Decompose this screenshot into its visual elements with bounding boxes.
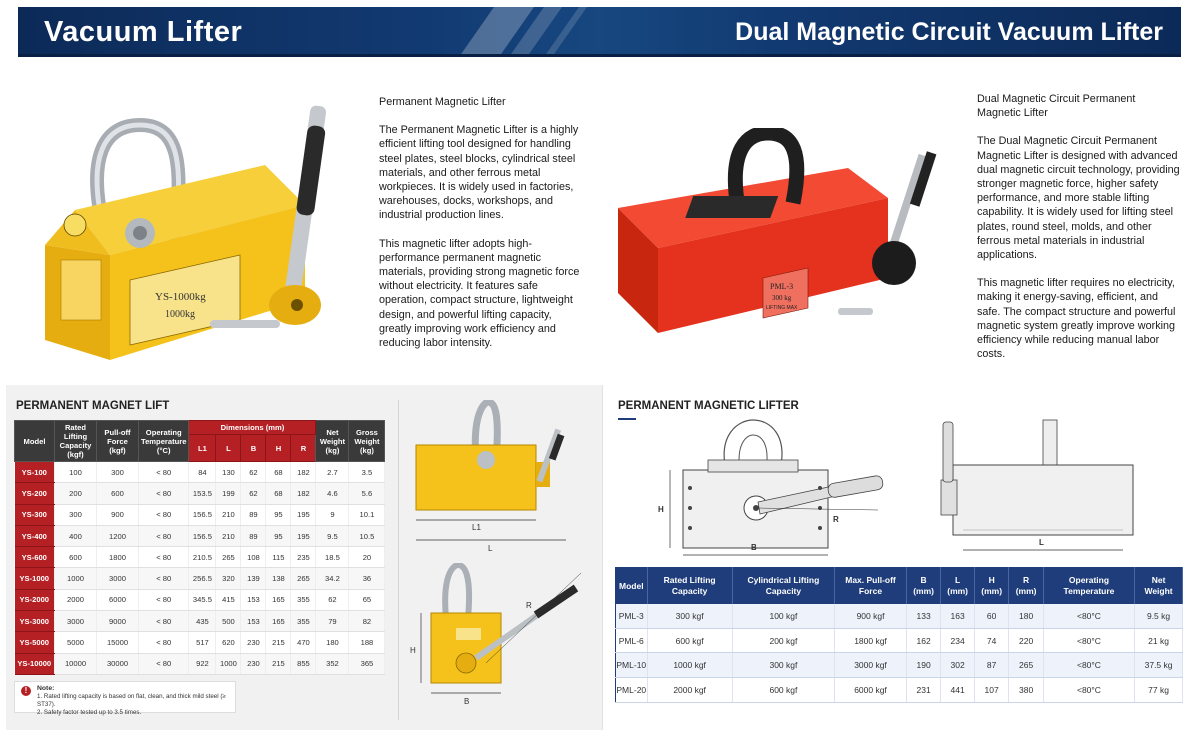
table-cell: 68 bbox=[266, 483, 291, 504]
table-cell: 165 bbox=[266, 611, 291, 632]
table-cell: 200 bbox=[55, 483, 97, 504]
col-header: Rated Lifting Capacity bbox=[647, 568, 732, 604]
col-header-h: H bbox=[266, 435, 291, 462]
table-cell: 195 bbox=[291, 504, 316, 525]
table-cell: <80°C bbox=[1043, 604, 1134, 629]
left-product-paragraph-1: The Permanent Magnetic Lifter is a highly efficient lifting tool designed for handling steel plates, steel blocks, cylindrical steel materials, and other ferrous metal workpieces. It is widely used in factories, warehouses, docks, workshops, and industrial production lines. bbox=[379, 124, 579, 222]
table-cell: 320 bbox=[216, 568, 241, 589]
yellow-magnetic-lifter-image bbox=[35, 95, 345, 370]
table-cell: 355 bbox=[291, 611, 316, 632]
model-cell: YS-5000 bbox=[15, 632, 55, 653]
table-cell: 230 bbox=[241, 653, 266, 674]
table-cell: 6000 bbox=[97, 589, 139, 610]
table-cell: 265 bbox=[216, 547, 241, 568]
table-cell: 9 bbox=[316, 504, 349, 525]
table-cell: < 80 bbox=[139, 611, 189, 632]
table-cell: 435 bbox=[189, 611, 216, 632]
table-cell: < 80 bbox=[139, 504, 189, 525]
table-cell: 156.5 bbox=[189, 504, 216, 525]
table-cell: 415 bbox=[216, 589, 241, 610]
table-cell: 441 bbox=[941, 678, 975, 703]
table-cell: 10000 bbox=[55, 653, 97, 674]
model-cell: YS-300 bbox=[15, 504, 55, 525]
table-cell: 1000 kgf bbox=[647, 653, 732, 678]
table-cell: 37.5 kg bbox=[1135, 653, 1183, 678]
ys-spec-panel bbox=[6, 385, 602, 730]
table-cell: 500 bbox=[216, 611, 241, 632]
warning-icon: ! bbox=[21, 686, 31, 696]
table-cell: < 80 bbox=[139, 462, 189, 483]
table-cell: 215 bbox=[266, 632, 291, 653]
table-cell: 3000 bbox=[55, 611, 97, 632]
panel-divider bbox=[398, 400, 399, 720]
table-cell: 180 bbox=[316, 632, 349, 653]
table-cell: 355 bbox=[291, 589, 316, 610]
table-cell: 95 bbox=[266, 504, 291, 525]
model-cell: YS-100 bbox=[15, 462, 55, 483]
table-cell: 77 kg bbox=[1135, 678, 1183, 703]
table-row bbox=[15, 462, 385, 483]
table-cell: < 80 bbox=[139, 525, 189, 546]
left-product-paragraph-2: This magnetic lifter adopts high-performance permanent magnetic materials, providing strong magnetic force without electricity. It features safe operation, compact structure, lightweight design, and powerful lifting capacity, greatly improving work efficiency and reducing labor intensity. bbox=[379, 237, 580, 350]
table-cell: 115 bbox=[266, 547, 291, 568]
table-cell: 6000 kgf bbox=[835, 678, 907, 703]
table-cell: 365 bbox=[349, 653, 385, 674]
table-cell: <80°C bbox=[1043, 653, 1134, 678]
table-cell: < 80 bbox=[139, 589, 189, 610]
table-cell: 89 bbox=[241, 525, 266, 546]
table-cell: 600 bbox=[97, 483, 139, 504]
col-header-l: L bbox=[216, 435, 241, 462]
col-header: H (mm) bbox=[974, 568, 1008, 604]
table-cell: 163 bbox=[941, 604, 975, 629]
col-header: Cylindrical Lifting Capacity bbox=[732, 568, 834, 604]
model-cell: PML-20 bbox=[616, 678, 648, 703]
col-header-temp: Operating Temperature (°C) bbox=[139, 421, 189, 462]
table-cell: 2.7 bbox=[316, 462, 349, 483]
table-cell: 300 bbox=[97, 462, 139, 483]
table-cell: 265 bbox=[291, 568, 316, 589]
table-cell: 34.2 bbox=[316, 568, 349, 589]
header-banner bbox=[18, 7, 1181, 57]
table-cell: 235 bbox=[291, 547, 316, 568]
pml-dimension-diagram-front bbox=[648, 410, 908, 560]
table-row bbox=[15, 611, 385, 632]
table-cell: 900 bbox=[97, 504, 139, 525]
right-product-paragraph-1: The Dual Magnetic Circuit Permanent Magnetic Lifter is designed with advanced dual magnetic circuit technology, providing stronger magnetic force, higher safety performance, and more stable lifting capability. It is widely used for lifting steel plates, round steel, molds, and other ferrous metal materials in industrial applications. bbox=[977, 135, 1180, 262]
pml-dimension-diagram-side bbox=[933, 410, 1143, 560]
table-cell: 15000 bbox=[97, 632, 139, 653]
table-cell: 600 kgf bbox=[647, 628, 732, 653]
table-cell: 600 bbox=[55, 547, 97, 568]
col-header-model: Model bbox=[15, 421, 55, 462]
yellow-label-sub: 1000kg bbox=[165, 309, 195, 320]
table-cell: 180 bbox=[1009, 604, 1043, 629]
table-cell: 922 bbox=[189, 653, 216, 674]
table-cell: 95 bbox=[266, 525, 291, 546]
banner-right-title: Dual Magnetic Circuit Vacuum Lifter bbox=[735, 18, 1163, 46]
table-cell: 18.5 bbox=[316, 547, 349, 568]
table-cell: 2000 kgf bbox=[647, 678, 732, 703]
table-cell: 153 bbox=[241, 611, 266, 632]
red-label-sub: 300 kg bbox=[772, 294, 792, 302]
col-header: L (mm) bbox=[941, 568, 975, 604]
table-row bbox=[15, 504, 385, 525]
col-header-b: B bbox=[241, 435, 266, 462]
col-header-rated: Rated Lifting Capacity (kgf) bbox=[55, 421, 97, 462]
note-line-2: 2. Safety factor tested up to 3.5 times. bbox=[37, 709, 142, 716]
table-cell: <80°C bbox=[1043, 678, 1134, 703]
table-cell: 21 kg bbox=[1135, 628, 1183, 653]
col-header-pull: Pull-off Force (kgf) bbox=[97, 421, 139, 462]
yellow-label-main: YS-1000kg bbox=[155, 291, 206, 303]
table-cell: 165 bbox=[266, 589, 291, 610]
note-line-1: 1. Rated lifting capacity is based on flat, clean, and thick mild steel (≥ ST37). bbox=[37, 693, 226, 708]
table-cell: 855 bbox=[291, 653, 316, 674]
table-row bbox=[15, 483, 385, 504]
col-header: R (mm) bbox=[1009, 568, 1043, 604]
table-row bbox=[15, 525, 385, 546]
table-cell: 200 kgf bbox=[732, 628, 834, 653]
col-header-gross: Gross Weight (kg) bbox=[349, 421, 385, 462]
table-cell: 89 bbox=[241, 504, 266, 525]
table-cell: 231 bbox=[906, 678, 940, 703]
model-cell: PML-6 bbox=[616, 628, 648, 653]
table-cell: 210 bbox=[216, 525, 241, 546]
col-header: Net Weight bbox=[1135, 568, 1183, 604]
table-cell: 108 bbox=[241, 547, 266, 568]
table-cell: 352 bbox=[316, 653, 349, 674]
ys-spec-table bbox=[14, 420, 385, 675]
table-cell: 210 bbox=[216, 504, 241, 525]
table-cell: 199 bbox=[216, 483, 241, 504]
table-cell: 162 bbox=[906, 628, 940, 653]
table-cell: 302 bbox=[941, 653, 975, 678]
table-row bbox=[616, 653, 1183, 678]
col-header-r: R bbox=[291, 435, 316, 462]
table-cell: 74 bbox=[974, 628, 1008, 653]
note-title: Note: bbox=[37, 685, 55, 692]
col-header-dimensions: Dimensions (mm) bbox=[189, 421, 316, 435]
table-cell: 9.5 bbox=[316, 525, 349, 546]
table-row bbox=[15, 568, 385, 589]
table-cell: 62 bbox=[316, 589, 349, 610]
model-cell: YS-3000 bbox=[15, 611, 55, 632]
table-cell: 182 bbox=[291, 462, 316, 483]
table-cell: 195 bbox=[291, 525, 316, 546]
table-cell: 36 bbox=[349, 568, 385, 589]
title-underline bbox=[618, 418, 636, 420]
red-label-main: PML-3 bbox=[770, 282, 794, 291]
table-row bbox=[15, 547, 385, 568]
table-cell: 153.5 bbox=[189, 483, 216, 504]
red-magnetic-lifter-image bbox=[598, 128, 938, 338]
col-header: B (mm) bbox=[906, 568, 940, 604]
table-row bbox=[15, 589, 385, 610]
right-product-description bbox=[977, 92, 1182, 375]
col-header-net: Net Weight (kg) bbox=[316, 421, 349, 462]
diagram-label-h: H bbox=[410, 646, 416, 655]
table-cell: 345.5 bbox=[189, 589, 216, 610]
table-cell: 1000 bbox=[55, 568, 97, 589]
table-cell: 153 bbox=[241, 589, 266, 610]
table-cell: 5.6 bbox=[349, 483, 385, 504]
table-cell: 256.5 bbox=[189, 568, 216, 589]
table-cell: 100 bbox=[55, 462, 97, 483]
model-cell: YS-1000 bbox=[15, 568, 55, 589]
ys-dimension-diagram-front bbox=[406, 400, 596, 555]
table-cell: 5000 bbox=[55, 632, 97, 653]
table-cell: < 80 bbox=[139, 653, 189, 674]
pml-spec-table bbox=[615, 567, 1183, 703]
table-cell: 4.6 bbox=[316, 483, 349, 504]
table-cell: 2000 bbox=[55, 589, 97, 610]
table-cell: 3000 bbox=[97, 568, 139, 589]
table-cell: 300 kgf bbox=[732, 653, 834, 678]
pml-spec-panel bbox=[602, 385, 1196, 730]
table-cell: 9.5 kg bbox=[1135, 604, 1183, 629]
table-cell: 30000 bbox=[97, 653, 139, 674]
table-cell: 1800 kgf bbox=[835, 628, 907, 653]
table-cell: 20 bbox=[349, 547, 385, 568]
model-cell: PML-3 bbox=[616, 604, 648, 629]
table-cell: < 80 bbox=[139, 547, 189, 568]
table-cell: 130 bbox=[216, 462, 241, 483]
left-product-heading: Permanent Magnetic Lifter bbox=[379, 96, 506, 108]
table-cell: 10.5 bbox=[349, 525, 385, 546]
table-cell: 188 bbox=[349, 632, 385, 653]
pml-spec-title: PERMANENT MAGNETIC LIFTER bbox=[618, 400, 799, 412]
right-product-heading: Dual Magnetic Circuit Permanent Magnetic Lifter bbox=[977, 93, 1136, 120]
col-header: Model bbox=[616, 568, 648, 604]
table-cell: < 80 bbox=[139, 483, 189, 504]
diagram-label-l1: L1 bbox=[472, 523, 481, 532]
table-cell: 100 kgf bbox=[732, 604, 834, 629]
table-cell: 1000 bbox=[216, 653, 241, 674]
red-label-small: LIFTING MAX bbox=[766, 305, 798, 311]
model-cell: PML-10 bbox=[616, 653, 648, 678]
pml-diagram-label-b: B bbox=[751, 543, 757, 552]
table-cell: 87 bbox=[974, 653, 1008, 678]
pml-diagram-label-r: R bbox=[833, 515, 839, 524]
table-cell: 265 bbox=[1009, 653, 1043, 678]
table-cell: 517 bbox=[189, 632, 216, 653]
model-cell: YS-200 bbox=[15, 483, 55, 504]
table-cell: 234 bbox=[941, 628, 975, 653]
table-cell: 210.5 bbox=[189, 547, 216, 568]
table-cell: < 80 bbox=[139, 568, 189, 589]
diagram-label-l: L bbox=[488, 544, 493, 553]
model-cell: YS-10000 bbox=[15, 653, 55, 674]
ys-dimension-diagram-side bbox=[406, 563, 596, 708]
col-header: Operating Temperature bbox=[1043, 568, 1134, 604]
diagram-label-b: B bbox=[464, 697, 470, 706]
table-cell: 3000 kgf bbox=[835, 653, 907, 678]
table-cell: < 80 bbox=[139, 632, 189, 653]
table-cell: 620 bbox=[216, 632, 241, 653]
table-cell: 156.5 bbox=[189, 525, 216, 546]
diagram-label-r: R bbox=[526, 601, 532, 610]
table-row bbox=[15, 632, 385, 653]
table-row bbox=[616, 628, 1183, 653]
table-cell: 133 bbox=[906, 604, 940, 629]
table-row bbox=[616, 678, 1183, 703]
table-cell: 230 bbox=[241, 632, 266, 653]
table-cell: 400 bbox=[55, 525, 97, 546]
model-cell: YS-2000 bbox=[15, 589, 55, 610]
left-product-description bbox=[379, 95, 584, 364]
table-cell: <80°C bbox=[1043, 628, 1134, 653]
table-cell: 300 bbox=[55, 504, 97, 525]
pml-diagram-label-l: L bbox=[1039, 538, 1044, 547]
banner-left-title: Vacuum Lifter bbox=[44, 16, 243, 48]
table-cell: 84 bbox=[189, 462, 216, 483]
table-cell: 3.5 bbox=[349, 462, 385, 483]
table-row bbox=[616, 604, 1183, 629]
table-cell: 79 bbox=[316, 611, 349, 632]
table-cell: 62 bbox=[241, 462, 266, 483]
table-cell: 139 bbox=[241, 568, 266, 589]
ys-spec-title: PERMANENT MAGNET LIFT bbox=[16, 400, 170, 412]
table-cell: 900 kgf bbox=[835, 604, 907, 629]
pml-diagram-label-h: H bbox=[658, 505, 664, 514]
table-cell: 107 bbox=[974, 678, 1008, 703]
table-cell: 190 bbox=[906, 653, 940, 678]
table-cell: 62 bbox=[241, 483, 266, 504]
model-cell: YS-400 bbox=[15, 525, 55, 546]
table-cell: 1800 bbox=[97, 547, 139, 568]
table-cell: 138 bbox=[266, 568, 291, 589]
model-cell: YS-600 bbox=[15, 547, 55, 568]
table-cell: 10.1 bbox=[349, 504, 385, 525]
table-row bbox=[15, 653, 385, 674]
table-cell: 68 bbox=[266, 462, 291, 483]
table-cell: 220 bbox=[1009, 628, 1043, 653]
table-cell: 82 bbox=[349, 611, 385, 632]
right-product-paragraph-2: This magnetic lifter requires no electricity, making it energy-saving, efficient, and safe. The compact structure and powerful magnetic system greatly improve working efficiency while reducing manual labor costs. bbox=[977, 277, 1176, 361]
table-cell: 215 bbox=[266, 653, 291, 674]
table-cell: 60 bbox=[974, 604, 1008, 629]
ys-spec-note bbox=[14, 681, 236, 716]
table-cell: 1200 bbox=[97, 525, 139, 546]
table-cell: 65 bbox=[349, 589, 385, 610]
table-cell: 9000 bbox=[97, 611, 139, 632]
col-header: Max. Pull-off Force bbox=[835, 568, 907, 604]
table-cell: 300 kgf bbox=[647, 604, 732, 629]
table-cell: 380 bbox=[1009, 678, 1043, 703]
table-cell: 600 kgf bbox=[732, 678, 834, 703]
table-cell: 182 bbox=[291, 483, 316, 504]
col-header-l1: L1 bbox=[189, 435, 216, 462]
table-cell: 470 bbox=[291, 632, 316, 653]
